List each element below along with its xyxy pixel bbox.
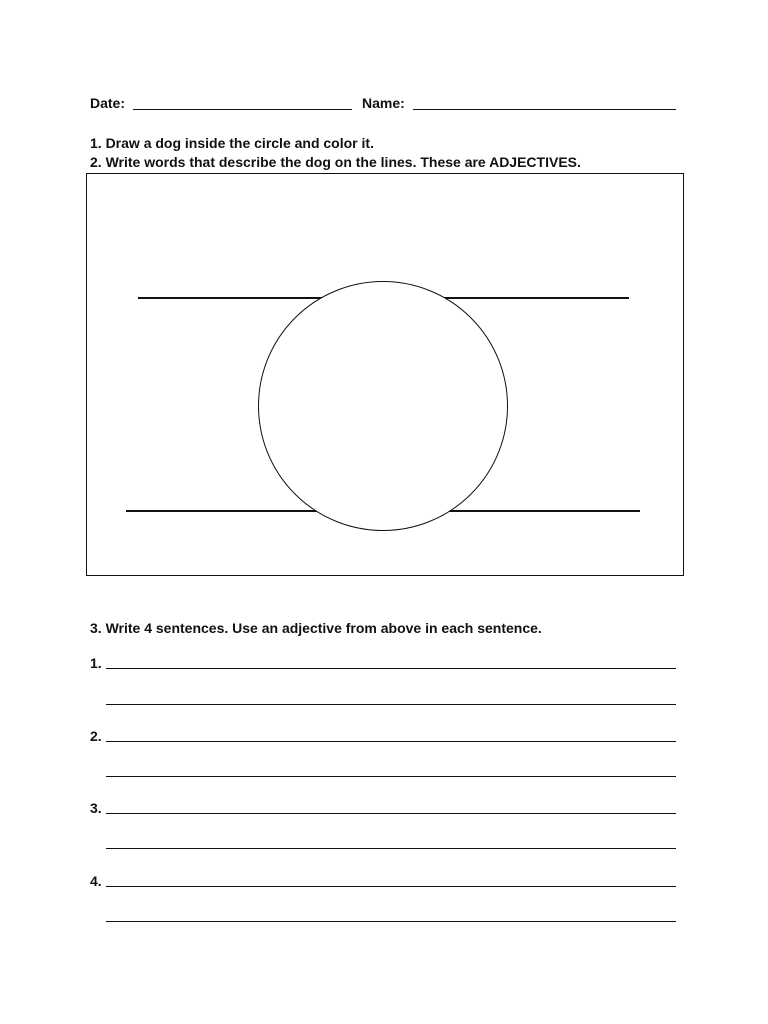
- sentence-4-line-2[interactable]: [106, 921, 676, 922]
- instruction-2: 2. Write words that describe the dog on the lines. These are ADJECTIVES.: [90, 154, 581, 170]
- sentence-4-line-1[interactable]: [106, 886, 676, 887]
- sentence-2-line-2[interactable]: [106, 776, 676, 777]
- sentence-1-line-1[interactable]: [106, 668, 676, 669]
- sentence-number-4: 4.: [90, 873, 102, 889]
- date-label: Date:: [90, 95, 126, 111]
- name-label: Name:: [362, 95, 405, 111]
- name-field-line[interactable]: [413, 109, 676, 110]
- sentence-2-line-1[interactable]: [106, 741, 676, 742]
- sentence-number-2: 2.: [90, 728, 102, 744]
- sentence-1-line-2[interactable]: [106, 704, 676, 705]
- sentence-number-1: 1.: [90, 655, 102, 671]
- sentence-3-line-2[interactable]: [106, 848, 676, 849]
- date-field-line[interactable]: [133, 109, 352, 110]
- instruction-3: 3. Write 4 sentences. Use an adjective from above in each sentence.: [90, 620, 542, 636]
- sentence-3-line-1[interactable]: [106, 813, 676, 814]
- sentence-number-3: 3.: [90, 800, 102, 816]
- dog-drawing-circle[interactable]: [258, 281, 508, 531]
- instruction-1: 1. Draw a dog inside the circle and color it.: [90, 135, 374, 151]
